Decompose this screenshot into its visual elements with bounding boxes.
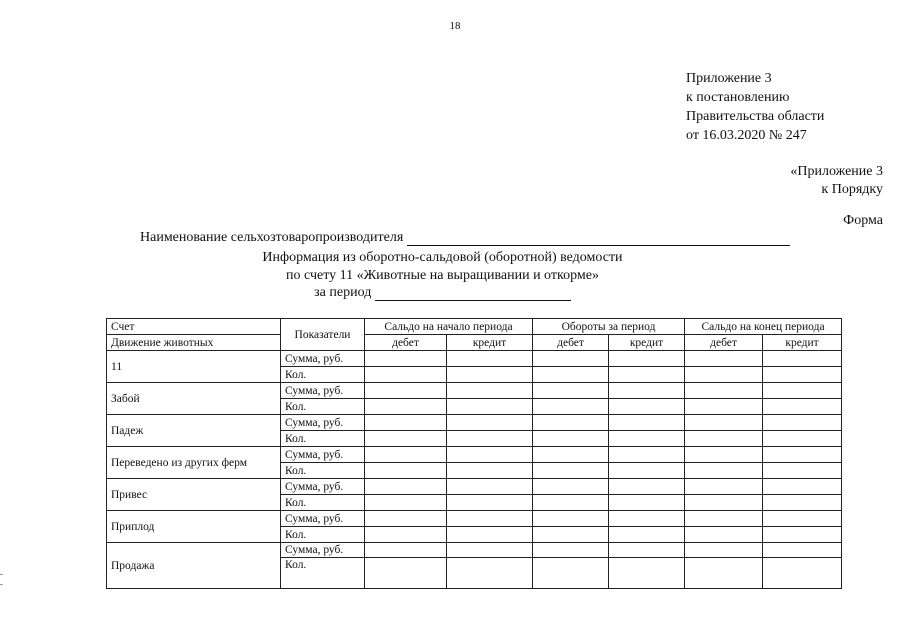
value-cell: [365, 415, 447, 431]
value-cell: [447, 431, 533, 447]
turnover-table: [106, 318, 842, 589]
value-cell: [609, 463, 685, 479]
value-cell: [447, 463, 533, 479]
value-cell: [533, 367, 609, 383]
value-cell: [365, 367, 447, 383]
value-cell: [763, 527, 842, 543]
indicator-sum: Сумма, руб.: [281, 383, 365, 399]
value-cell: [685, 415, 763, 431]
form-label: Форма: [843, 213, 883, 228]
title-line-1: Информация из оборотно-сальдовой (оборотной) ведомости: [262, 250, 623, 265]
indicator-qty: Кол.: [281, 399, 365, 415]
value-cell: [609, 415, 685, 431]
value-cell: [609, 479, 685, 495]
indicator-sum: Сумма, руб.: [281, 511, 365, 527]
value-cell: [365, 399, 447, 415]
sub-header-credit: кредит: [447, 335, 533, 351]
value-cell: [533, 479, 609, 495]
indicator-qty: Кол.: [281, 367, 365, 383]
value-cell: [533, 383, 609, 399]
movement-row-label: 11: [107, 351, 281, 383]
prior-appendix-line-1: «Приложение 3: [790, 164, 883, 179]
movement-row-label: Забой: [107, 383, 281, 415]
value-cell: [685, 431, 763, 447]
value-cell: [447, 543, 533, 558]
value-cell: [533, 463, 609, 479]
value-cell: [763, 351, 842, 367]
value-cell: [685, 463, 763, 479]
value-cell: [685, 543, 763, 558]
appendix-line-2: к постановлению: [686, 90, 790, 105]
indicator-sum: Сумма, руб.: [281, 415, 365, 431]
value-cell: [533, 399, 609, 415]
sub-header-debit: дебет: [533, 335, 609, 351]
value-cell: [365, 431, 447, 447]
indicator-sum: Сумма, руб.: [281, 543, 365, 558]
value-cell: [763, 399, 842, 415]
appendix-block: [686, 69, 824, 145]
scan-edge-mark: [0, 584, 3, 585]
value-cell: [447, 511, 533, 527]
value-cell: [609, 447, 685, 463]
producer-label: Наименование сельхозтоваропроизводителя: [140, 230, 404, 245]
indicator-qty: Кол.: [281, 558, 365, 589]
appendix-line-1: Приложение 3: [686, 71, 772, 86]
value-cell: [533, 511, 609, 527]
movement-header: Движение животных: [107, 335, 281, 351]
value-cell: [609, 383, 685, 399]
value-cell: [447, 447, 533, 463]
movement-row-label: Приплод: [107, 511, 281, 543]
value-cell: [365, 527, 447, 543]
prior-appendix-block: [790, 163, 883, 199]
value-cell: [533, 495, 609, 511]
group-header-opening: Сальдо на начало периода: [365, 319, 533, 335]
movement-row-label: Падеж: [107, 415, 281, 447]
sub-header-debit: дебет: [365, 335, 447, 351]
value-cell: [447, 351, 533, 367]
value-cell: [763, 431, 842, 447]
indicator-sum: Сумма, руб.: [281, 351, 365, 367]
value-cell: [447, 399, 533, 415]
value-cell: [685, 399, 763, 415]
value-cell: [365, 543, 447, 558]
value-cell: [447, 558, 533, 589]
indicator-qty: Кол.: [281, 527, 365, 543]
group-header-closing: Сальдо на конец периода: [685, 319, 842, 335]
value-cell: [533, 351, 609, 367]
period-blank: [375, 286, 571, 301]
value-cell: [609, 495, 685, 511]
prior-appendix-line-2: к Порядку: [821, 182, 883, 197]
movement-row-label: Переведено из других ферм: [107, 447, 281, 479]
value-cell: [533, 415, 609, 431]
value-cell: [609, 367, 685, 383]
value-cell: [533, 431, 609, 447]
indicators-header: Показатели: [281, 319, 365, 351]
value-cell: [763, 543, 842, 558]
value-cell: [365, 383, 447, 399]
value-cell: [609, 431, 685, 447]
page-number: 18: [449, 20, 461, 32]
value-cell: [609, 543, 685, 558]
value-cell: [763, 383, 842, 399]
value-cell: [763, 511, 842, 527]
value-cell: [763, 479, 842, 495]
value-cell: [447, 415, 533, 431]
value-cell: [447, 527, 533, 543]
indicator-sum: Сумма, руб.: [281, 479, 365, 495]
value-cell: [533, 447, 609, 463]
account-header: Счет: [107, 319, 281, 335]
value-cell: [685, 367, 763, 383]
value-cell: [447, 383, 533, 399]
value-cell: [609, 527, 685, 543]
value-cell: [533, 543, 609, 558]
producer-blank: [407, 231, 790, 246]
group-header-turnover: Обороты за период: [533, 319, 685, 335]
scan-edge-mark: [0, 574, 3, 575]
value-cell: [447, 367, 533, 383]
value-cell: [685, 447, 763, 463]
movement-row-label: Привес: [107, 479, 281, 511]
period-label: за период: [314, 285, 372, 300]
value-cell: [365, 479, 447, 495]
value-cell: [609, 511, 685, 527]
value-cell: [763, 415, 842, 431]
value-cell: [763, 367, 842, 383]
value-cell: [609, 399, 685, 415]
value-cell: [365, 558, 447, 589]
value-cell: [685, 511, 763, 527]
value-cell: [685, 479, 763, 495]
producer-line: [140, 230, 790, 246]
value-cell: [763, 447, 842, 463]
value-cell: [365, 351, 447, 367]
sub-header-credit: кредит: [609, 335, 685, 351]
sub-header-debit: дебет: [685, 335, 763, 351]
value-cell: [447, 479, 533, 495]
appendix-line-3: Правительства области: [686, 109, 825, 124]
value-cell: [365, 463, 447, 479]
value-cell: [533, 527, 609, 543]
value-cell: [685, 383, 763, 399]
value-cell: [609, 351, 685, 367]
indicator-qty: Кол.: [281, 463, 365, 479]
value-cell: [365, 447, 447, 463]
value-cell: [685, 527, 763, 543]
value-cell: [685, 351, 763, 367]
value-cell: [763, 495, 842, 511]
value-cell: [365, 495, 447, 511]
appendix-line-4: от 16.03.2020 № 247: [686, 128, 807, 143]
value-cell: [533, 558, 609, 589]
indicator-sum: Сумма, руб.: [281, 447, 365, 463]
value-cell: [365, 511, 447, 527]
title-line-2: по счету 11 «Животные на выращивании и откорме»: [286, 268, 599, 283]
value-cell: [447, 495, 533, 511]
indicator-qty: Кол.: [281, 495, 365, 511]
value-cell: [685, 495, 763, 511]
period-line: [0, 285, 895, 301]
sub-header-credit: кредит: [763, 335, 842, 351]
indicator-qty: Кол.: [281, 431, 365, 447]
value-cell: [609, 558, 685, 589]
movement-row-label: Продажа: [107, 543, 281, 589]
value-cell: [763, 463, 842, 479]
value-cell: [763, 558, 842, 589]
value-cell: [685, 558, 763, 589]
